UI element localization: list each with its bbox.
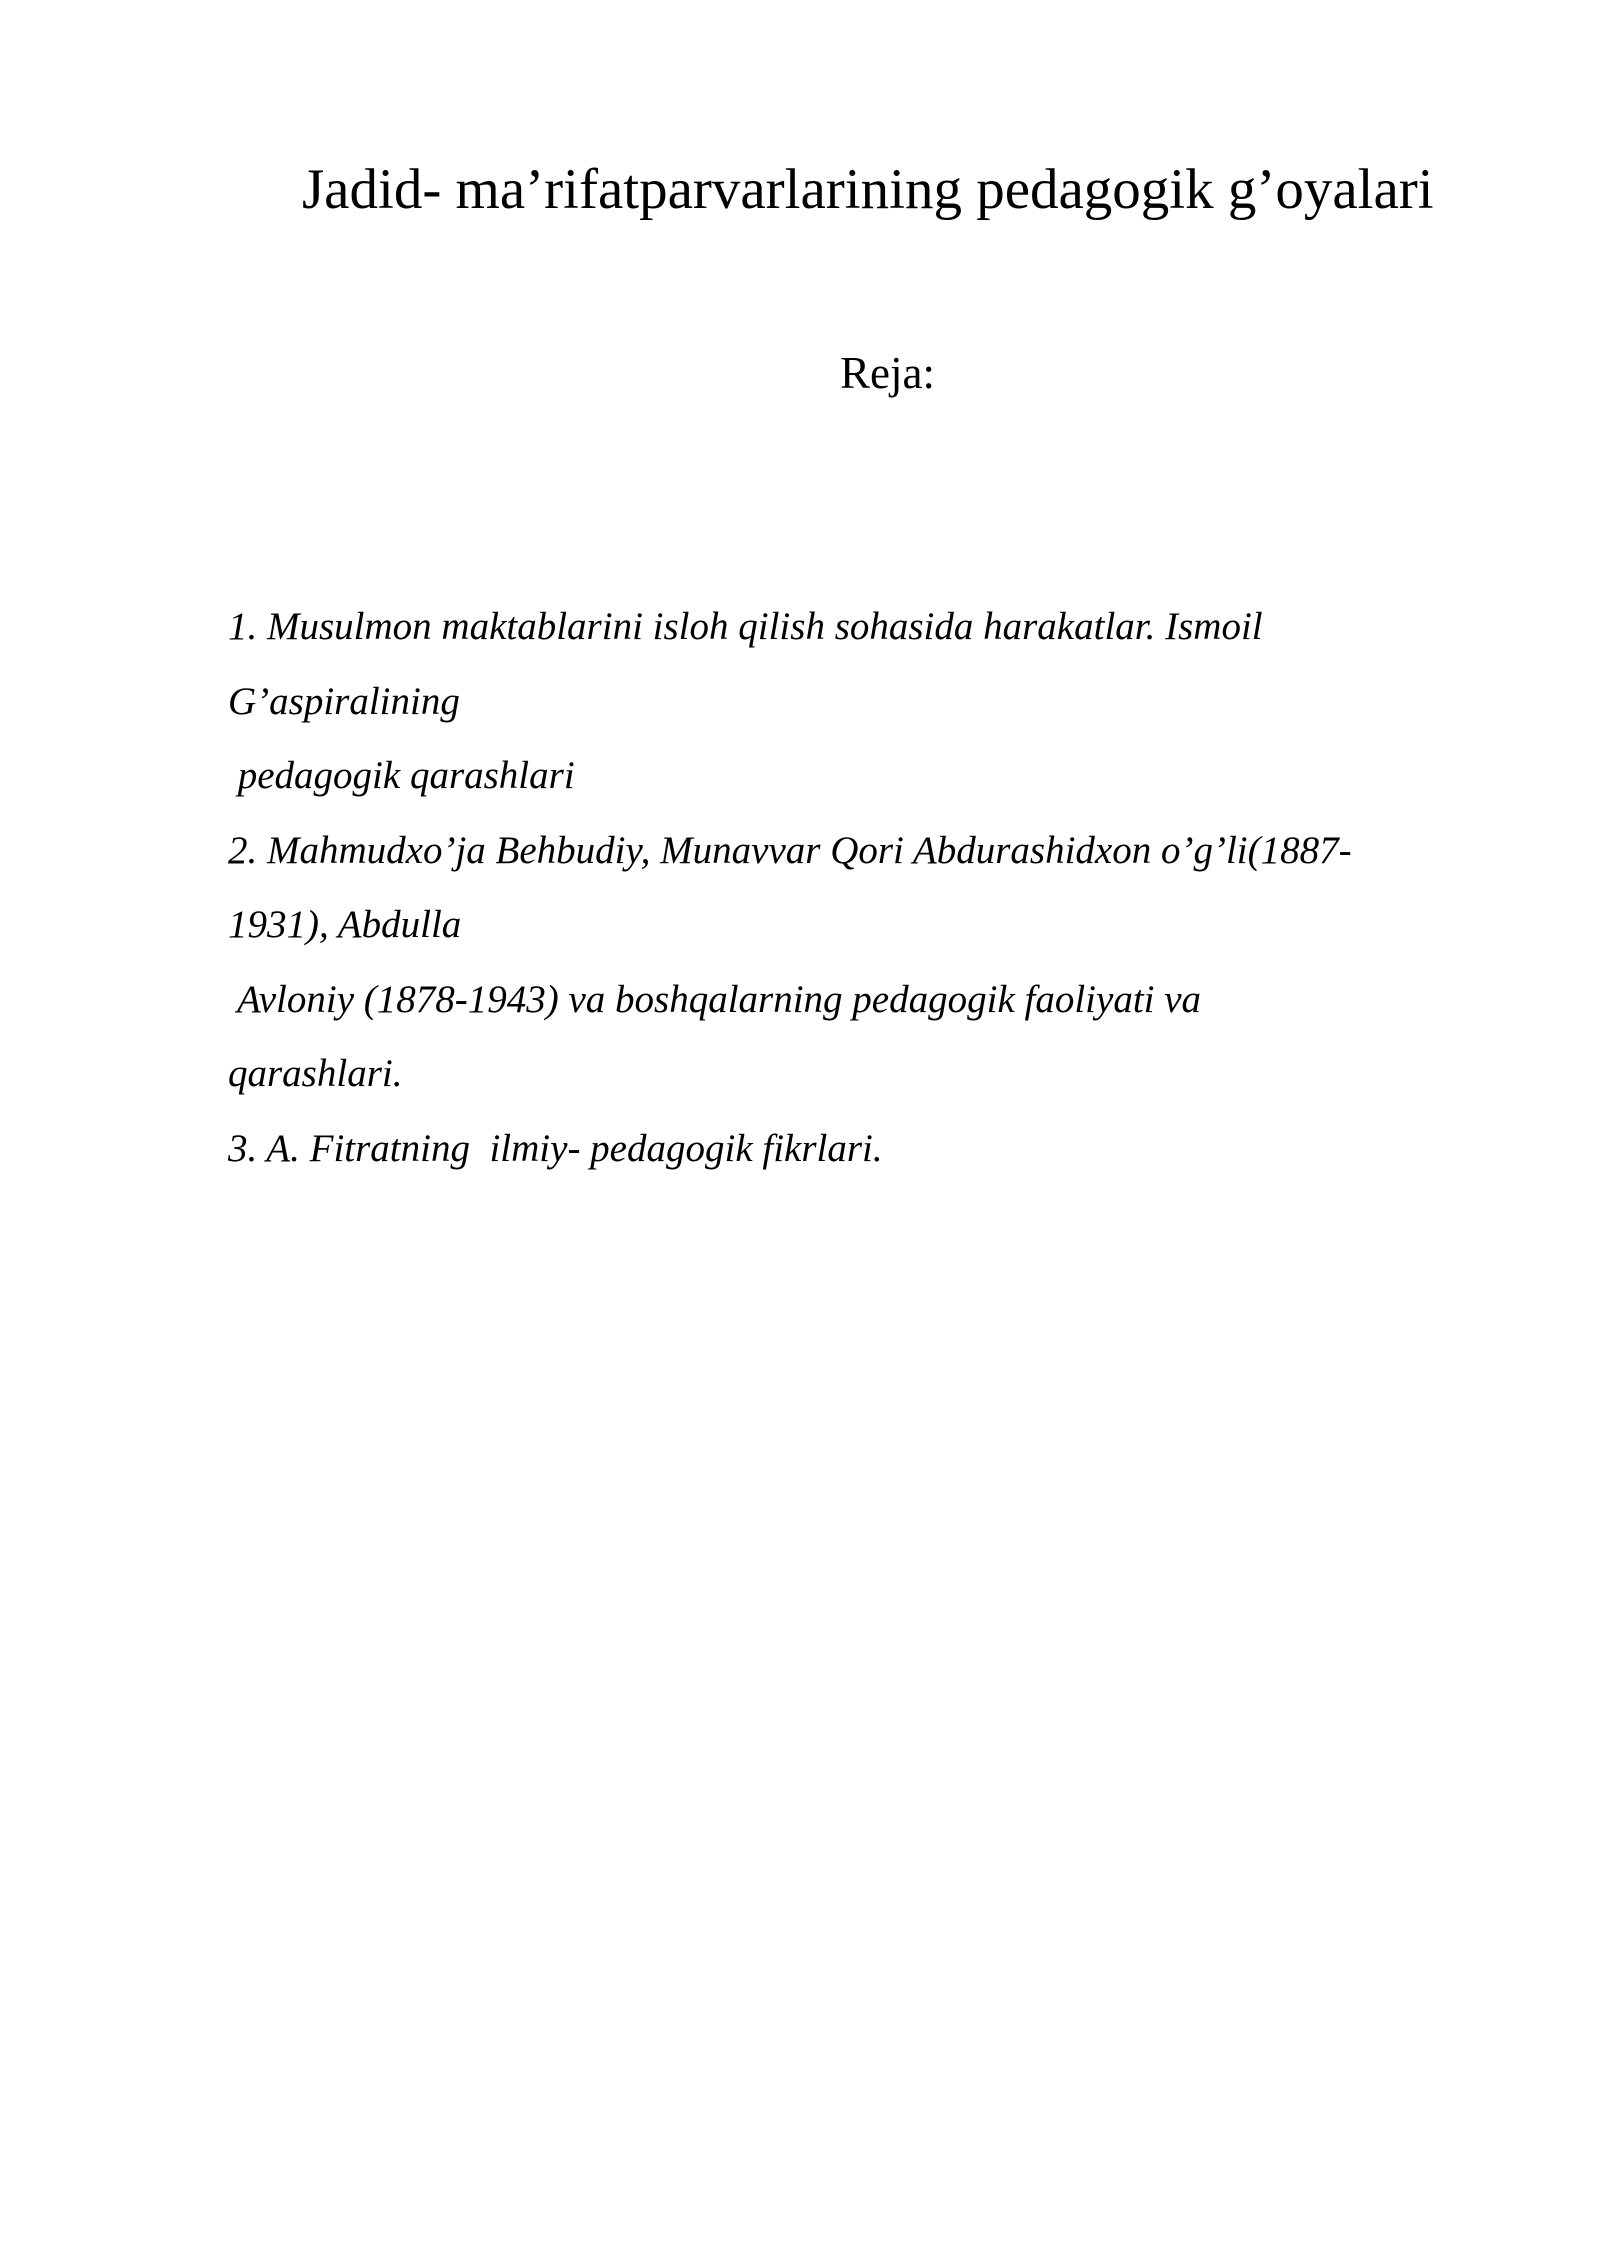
- plan-line: 2. Mahmudxo’ja Behbudiy, Munavvar Qori Abdurashidxon o’g’li(1887-: [228, 828, 1352, 872]
- plan-line: 1. Musulmon maktablarini isloh qilish sohasida harakatlar. Ismoil: [228, 605, 1263, 648]
- plan-line: qarashlari.: [228, 1052, 403, 1095]
- plan-heading: Reja:: [840, 348, 935, 398]
- plan-line: 1931), Abdulla: [228, 903, 462, 946]
- plan-line: 3. A. Fitratning ilmiy- pedagogik fikrlari.: [228, 1126, 883, 1170]
- document-title: Jadid- ma’rifatparvarlarining pedagogik g’oyalari: [302, 158, 1434, 221]
- plan-line: Avloniy (1878-1943) va boshqalarning pedagogik faoliyati va: [228, 977, 1202, 1021]
- plan-list: [228, 590, 1488, 1186]
- plan-line: pedagogik qarashlari: [228, 754, 575, 797]
- plan-line: G’aspiralining: [228, 679, 460, 723]
